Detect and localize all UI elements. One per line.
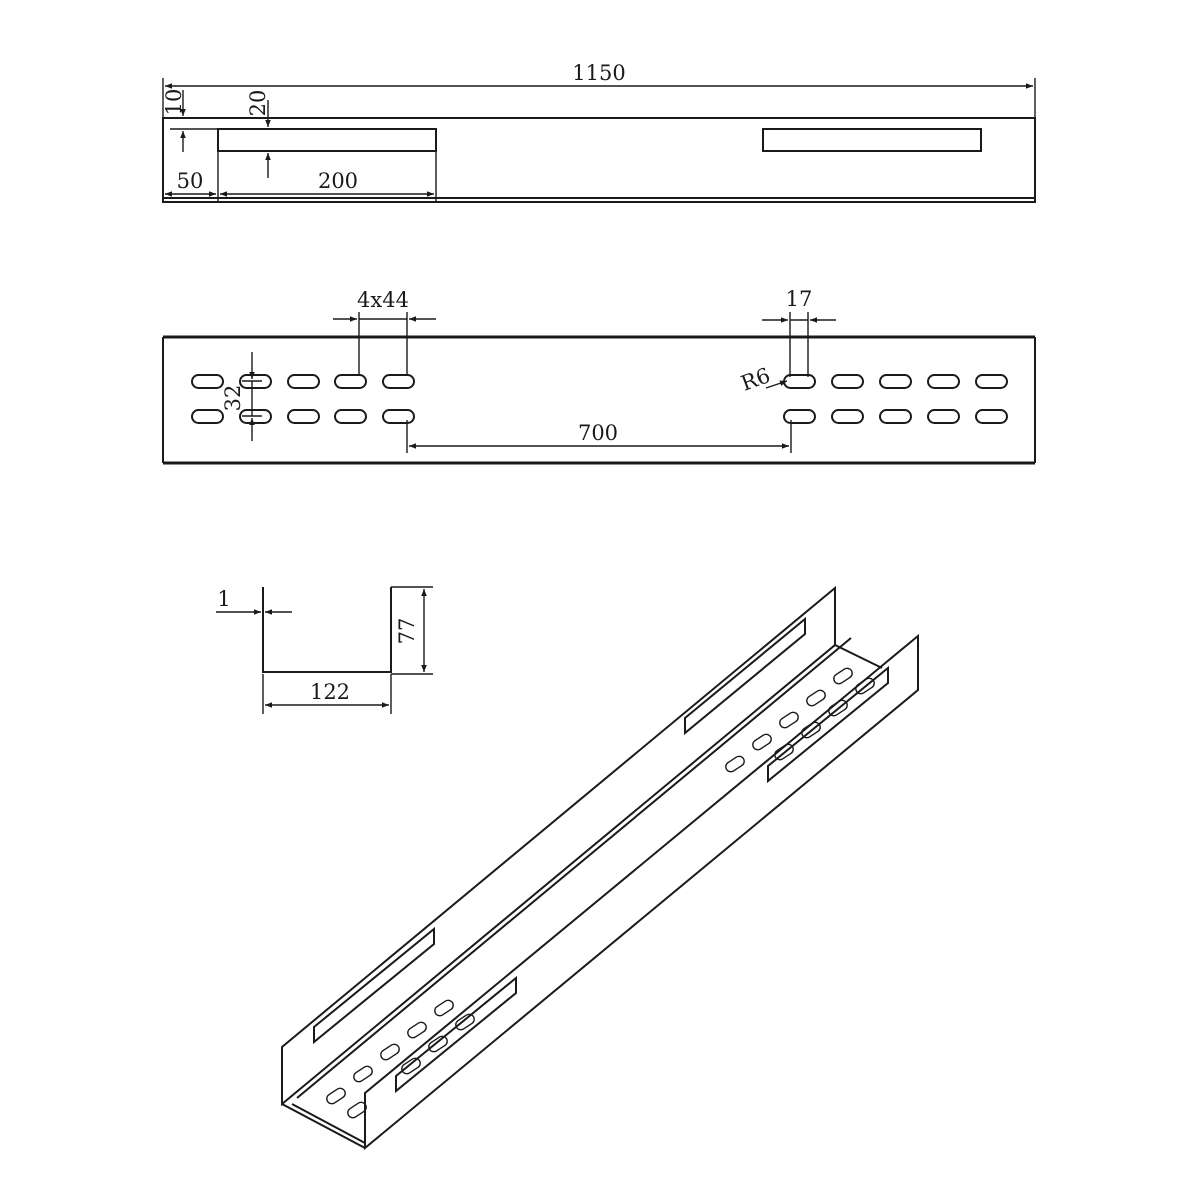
iso-front-wall [365,636,918,1148]
dimension-50-label: 50 [176,169,204,193]
top-view-outline [163,118,1035,202]
dimension-slot-length [220,151,436,203]
dimension-width [263,674,391,714]
oval-slot [288,375,319,388]
dimension-4x44-label: 4x44 [357,288,409,312]
dimension-thickness [216,587,292,612]
dimension-1-label: 1 [217,587,231,611]
dimension-1150-label: 1150 [572,61,626,85]
oval-slot [832,375,863,388]
iso-floor-slots-near [325,998,476,1119]
oval-slot [784,375,815,388]
dimension-wall-offset [162,89,218,152]
cross-section-view [216,587,433,714]
oval-slot [784,410,815,423]
dimension-200-label: 200 [317,169,359,193]
dimension-10-label: 10 [162,88,186,116]
dimension-overall-length [163,61,1035,118]
oval-slot [192,410,223,423]
dimension-row-spacing [221,352,262,441]
dimension-slot-length-17 [762,287,836,377]
dimension-slot-pitch [333,288,436,375]
oval-slot [976,375,1007,388]
slot-group-right [784,375,1007,423]
dimension-17-label: 17 [785,287,813,311]
iso-back-wall [282,588,835,1104]
oval-slot [928,410,959,423]
dimension-group-spacing [407,420,791,453]
dimension-r6-label: R6 [737,363,774,396]
oval-slot [192,375,223,388]
side-view [163,287,1035,463]
top-view-slot-left [218,129,436,151]
u-profile [263,587,391,672]
dimension-122-label: 122 [309,680,351,704]
oval-slot [832,410,863,423]
dimension-height [395,589,424,672]
oval-slot [288,410,319,423]
dimension-700-label: 700 [577,421,619,445]
oval-slot [335,410,366,423]
oval-slot [383,375,414,388]
top-view-slot-right [763,129,981,151]
dimension-32-label: 32 [221,384,245,412]
dimension-slot-width [246,90,270,178]
dimension-20-label: 20 [246,89,270,117]
oval-slot [880,375,911,388]
oval-slot [335,375,366,388]
oval-slot [880,410,911,423]
dimension-end-offset [165,151,218,203]
dimension-slot-radius [738,363,787,396]
top-view [162,61,1035,203]
dimension-77-label: 77 [395,617,419,645]
oval-slot [383,410,414,423]
oval-slot [928,375,959,388]
oval-slot [976,410,1007,423]
